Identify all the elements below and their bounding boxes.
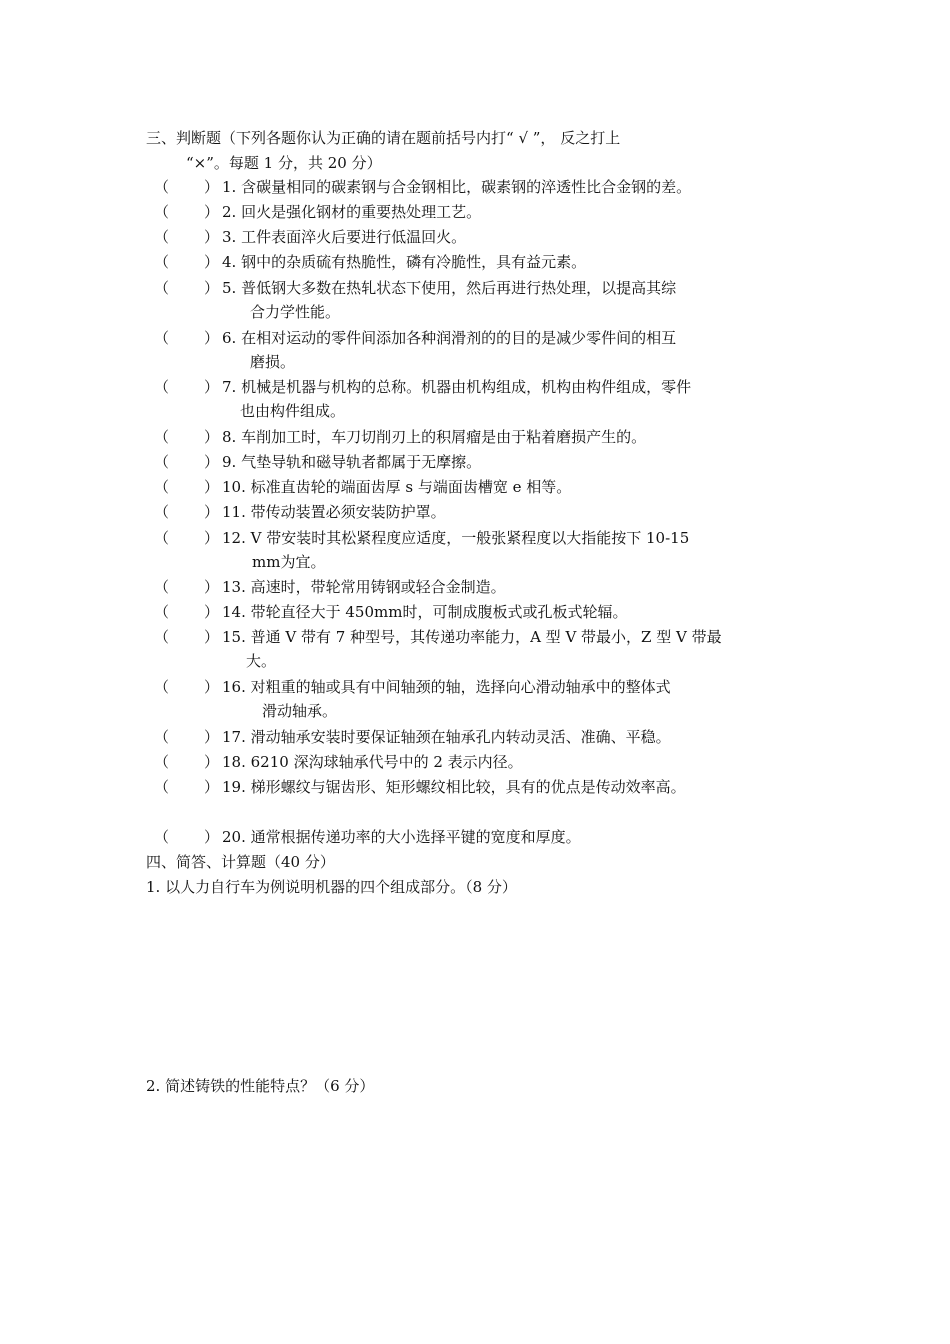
question-5-continued: 合力学性能。 xyxy=(250,303,341,321)
answer-paren-close: ） xyxy=(204,453,220,471)
answer-paren-open: （ xyxy=(154,753,170,771)
answer-paren-close: ） xyxy=(204,828,220,846)
question-6-continued: 磨损。 xyxy=(250,353,296,371)
answer-paren-open: （ xyxy=(154,828,170,846)
section3-title-line2: “×”。每题 1 分，共 20 分） xyxy=(186,154,382,172)
answer-paren-close: ） xyxy=(204,228,220,246)
answer-paren-close: ） xyxy=(204,178,220,196)
section3-title-line1: 三、判断题（下列各题你认为正确的请在题前括号内打“ √ ”， 反之打上 xyxy=(146,129,621,147)
answer-paren-open: （ xyxy=(154,279,170,297)
question-11: 11. 带传动装置必须安装防护罩。 xyxy=(222,503,446,521)
answer-paren-close: ） xyxy=(204,428,220,446)
short-answer-question-2: 2. 简述铸铁的性能特点？（6 分） xyxy=(146,1077,375,1095)
question-17: 17. 滑动轴承安装时要保证轴颈在轴承孔内转动灵活、准确、平稳。 xyxy=(222,728,671,746)
question-19: 19. 梯形螺纹与锯齿形、矩形螺纹相比较，具有的优点是传动效率高。 xyxy=(222,778,686,796)
answer-paren-open: （ xyxy=(154,203,170,221)
question-1: 1. 含碳量相同的碳素钢与合金钢相比，碳素钢的淬透性比合金钢的差。 xyxy=(222,178,692,196)
answer-paren-open: （ xyxy=(154,529,170,547)
question-8: 8. 车削加工时，车刀切削刃上的积屑瘤是由于粘着磨损产生的。 xyxy=(222,428,647,446)
answer-paren-open: （ xyxy=(154,329,170,347)
section4-title: 四、简答、计算题（40 分） xyxy=(146,853,335,871)
answer-paren-close: ） xyxy=(204,728,220,746)
answer-paren-open: （ xyxy=(154,603,170,621)
answer-paren-open: （ xyxy=(154,578,170,596)
question-10: 10. 标准直齿轮的端面齿厚 s 与端面齿槽宽 e 相等。 xyxy=(222,478,572,496)
answer-paren-open: （ xyxy=(154,228,170,246)
answer-paren-close: ） xyxy=(204,478,220,496)
answer-paren-close: ） xyxy=(204,753,220,771)
question-6: 6. 在相对运动的零件间添加各种润滑剂的的目的是减少零件间的相互 xyxy=(222,329,677,347)
answer-paren-close: ） xyxy=(204,529,220,547)
answer-paren-close: ） xyxy=(204,279,220,297)
answer-paren-close: ） xyxy=(204,203,220,221)
question-15: 15. 普通 V 带有 7 种型号，其传递功率能力，A 型 V 带最小，Z 型 V 带最 xyxy=(222,628,722,646)
short-answer-question-1: 1. 以人力自行车为例说明机器的四个组成部分。（8 分） xyxy=(146,878,517,896)
answer-paren-close: ） xyxy=(204,378,220,396)
answer-paren-open: （ xyxy=(154,378,170,396)
answer-paren-close: ） xyxy=(204,603,220,621)
answer-paren-open: （ xyxy=(154,253,170,271)
answer-paren-open: （ xyxy=(154,478,170,496)
answer-paren-close: ） xyxy=(204,578,220,596)
question-2: 2. 回火是强化钢材的重要热处理工艺。 xyxy=(222,203,482,221)
question-7: 7. 机械是机器与机构的总称。机器由机构组成，机构由构件组成，零件 xyxy=(222,378,692,396)
question-9: 9. 气垫导轨和磁导轨者都属于无摩擦。 xyxy=(222,453,482,471)
question-16: 16. 对粗重的轴或具有中间轴颈的轴，选择向心滑动轴承中的整体式 xyxy=(222,678,671,696)
answer-paren-open: （ xyxy=(154,728,170,746)
question-12: 12. V 带安装时其松紧程度应适度，一般张紧程度以大指能按下 10-15 xyxy=(222,529,690,547)
question-13: 13. 高速时，带轮常用铸钢或轻合金制造。 xyxy=(222,578,506,596)
answer-paren-close: ） xyxy=(204,503,220,521)
answer-paren-open: （ xyxy=(154,178,170,196)
question-14: 14. 带轮直径大于 450mm时，可制成腹板式或孔板式轮辐。 xyxy=(222,603,628,621)
answer-paren-close: ） xyxy=(204,778,220,796)
question-7-continued: 也由构件组成。 xyxy=(240,402,346,420)
question-20: 20. 通常根据传递功率的大小选择平键的宽度和厚度。 xyxy=(222,828,581,846)
question-16-continued: 滑动轴承。 xyxy=(262,702,338,720)
question-18: 18. 6210 深沟球轴承代号中的 2 表示内径。 xyxy=(222,753,523,771)
answer-paren-close: ） xyxy=(204,253,220,271)
question-15-continued: 大。 xyxy=(246,652,277,670)
answer-paren-open: （ xyxy=(154,678,170,696)
question-12-continued: mm为宜。 xyxy=(252,553,326,571)
question-5: 5. 普低钢大多数在热轧状态下使用，然后再进行热处理，以提高其综 xyxy=(222,279,677,297)
question-3: 3. 工件表面淬火后要进行低温回火。 xyxy=(222,228,467,246)
answer-paren-open: （ xyxy=(154,628,170,646)
answer-paren-close: ） xyxy=(204,329,220,347)
answer-paren-close: ） xyxy=(204,628,220,646)
answer-paren-open: （ xyxy=(154,503,170,521)
answer-paren-open: （ xyxy=(154,778,170,796)
answer-paren-close: ） xyxy=(204,678,220,696)
question-4: 4. 钢中的杂质硫有热脆性，磷有冷脆性，具有益元素。 xyxy=(222,253,587,271)
answer-paren-open: （ xyxy=(154,453,170,471)
answer-paren-open: （ xyxy=(154,428,170,446)
